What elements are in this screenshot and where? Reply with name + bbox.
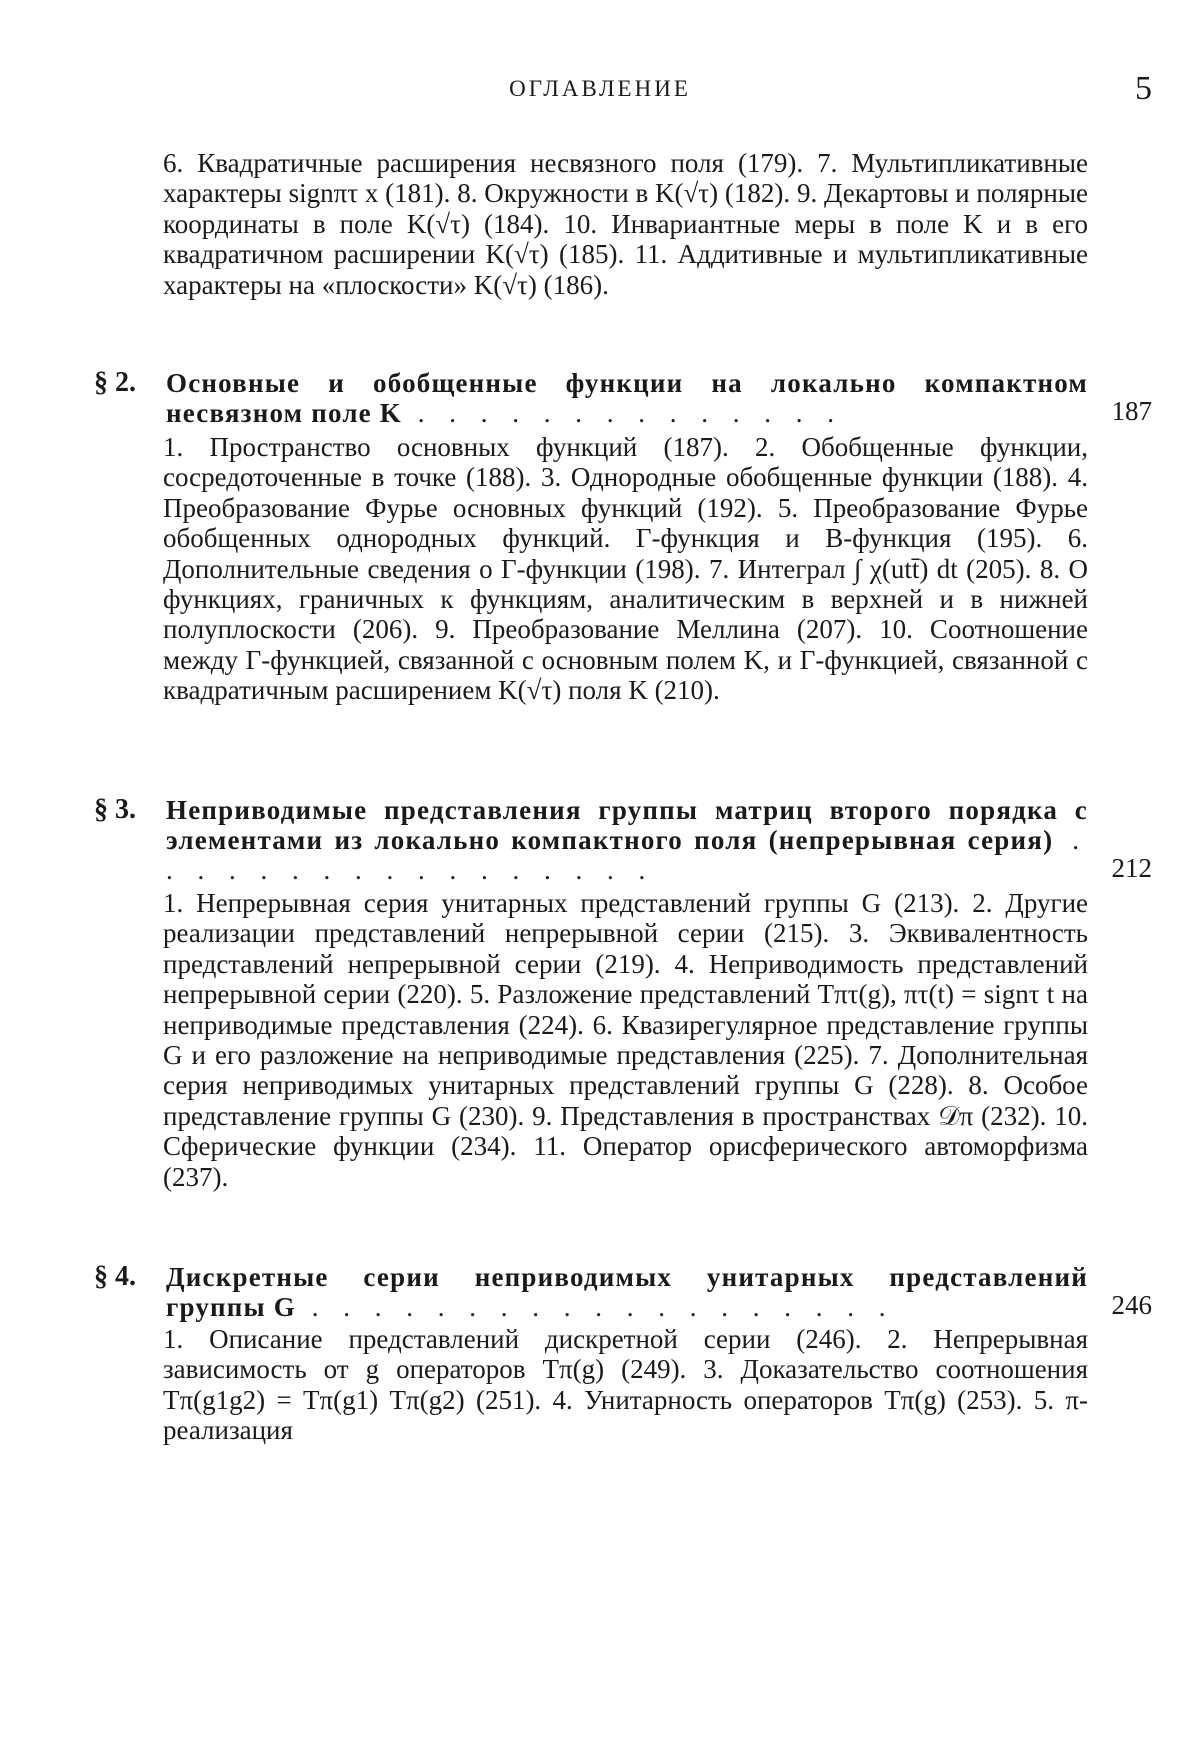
section-title [166, 1262, 1088, 1322]
section-mark: § 2. [94, 367, 136, 398]
section-3-summary: 1. Непрерывная серия унитарных представлений группы G (213). 2. Другие реализации представлений непрерывной серии (215). 3. Эквивалентность представлений непрерывной серии (219). 4. Неприводимость представлений непрерывной серии (220). 5. Разложение представлений Tπτ(g), πτ(t) = signτ t на неприводимые представления (224). 6. Квазирегулярное представление группы G и его разложение на неприводимые представления (225). 7. Дополнительная серия неприводимых унитарных представлений группы G (228). 8. Особое представление группы G (230). 9. Представления в пространствах 𝒟π (232). 10. Сферические функции (234). 11. Оператор орисферического автоморфизма (237). [163, 888, 1088, 1192]
section-2-summary: 1. Пространство основных функций (187). 2. Обобщенные функции, сосредоточенные в точке (188). 3. Однородные обобщенные функции (188). 4. Преобразование Фурье основных функций (192). 5. Преобразование Фурье обобщенных однородных функций. Г-функция и В-функция (195). 6. Дополнительные сведения о Г-функции (198). 7. Интеграл ∫ χ(utt̄) dt (205). 8. О функциях, граничных к функциям, аналитическим в верхней и в нижней полуплоскости (206). 9. Преобразование Меллина (207). 10. Соотношение между Г-функцией, связанной с основным полем K, и Г-функцией, связанной с квадратичным расширением K(√τ) поля K (210). [163, 432, 1088, 706]
section-title [166, 795, 1088, 885]
section-title-text: Дискретные серии неприводимых унитарных представлений группы G [166, 1262, 1088, 1322]
section-title-text: Основные и обобщенные функции на локально компактном несвязном поле K [166, 368, 1088, 428]
section-mark: § 4. [94, 1261, 136, 1292]
running-title: ОГЛАВЛЕНИЕ [509, 76, 691, 101]
section-page-number: 246 [1111, 1290, 1152, 1320]
section-4-summary: 1. Описание представлений дискретной серии (246). 2. Непрерывная зависимость от g операторов Tπ(g) (249). 3. Доказательство соотношения Tπ(g1g2) = Tπ(g1) Tπ(g2) (251). 4. Унитарность операторов Tπ(g) (253). 5. π-реализация [163, 1324, 1088, 1446]
running-head [0, 72, 1200, 112]
section-page-number: 212 [1111, 853, 1152, 883]
leader-dots: . . . . . . . . . . . . . . . . . [166, 825, 1088, 885]
page-number: 5 [1135, 70, 1152, 107]
section-title-text: Неприводимые представления группы матриц второго порядка с элементами из локально компактного поля (непрерывная серия) [166, 795, 1088, 855]
section-title [166, 368, 1088, 428]
intro-summary: 6. Квадратичные расширения несвязного поля (179). 7. Мультипликативные характеры signπτ x (181). 8. Окружности в K(√τ) (182). 9. Декартовы и полярные координаты в поле K(√τ) (184). 10. Инвариантные меры в поле K и в его квадратичном расширении K(√τ) (185). 11. Аддитивные и мультипликативные характеры на «плоскости» K(√τ) (186). [163, 148, 1088, 300]
leader-dots: . . . . . . . . . . . . . . . . . . . [295, 1292, 895, 1322]
section-mark: § 3. [94, 794, 136, 825]
leader-dots: . . . . . . . . . . . . . . [402, 398, 844, 428]
section-page-number: 187 [1111, 396, 1152, 426]
